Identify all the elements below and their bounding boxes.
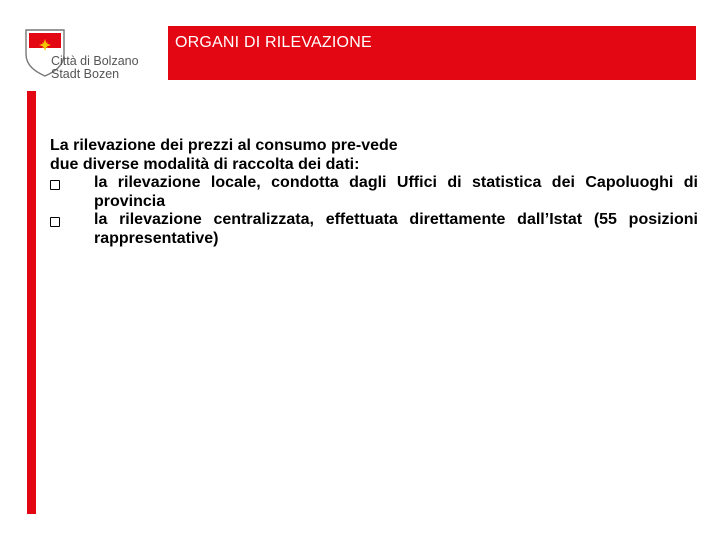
checkbox-bullet-icon	[50, 211, 94, 233]
intro-paragraph: La rilevazione dei prezzi al consumo pre-vede due diverse modalità di raccolta dei dati:	[50, 137, 398, 173]
left-accent-bar	[27, 91, 36, 514]
bullet-item	[50, 174, 698, 211]
bullet-text: la rilevazione locale, condotta dagli Uffici di statistica dei Capoluoghi di provincia	[94, 174, 698, 210]
bullet-text: la rilevazione centralizzata, effettuata direttamente dall’Istat (55 posizioni rappresentative)	[94, 211, 698, 247]
slide-body	[50, 137, 698, 248]
logo-text	[51, 55, 139, 81]
logo-line-2: Stadt Bozen	[51, 67, 120, 81]
bullet-item	[50, 211, 698, 248]
logo-line-1: Città di Bolzano	[51, 54, 139, 68]
checkbox-bullet-icon	[50, 174, 94, 196]
page-title: ORGANI DI RILEVAZIONE	[175, 34, 372, 51]
logo	[22, 26, 172, 90]
